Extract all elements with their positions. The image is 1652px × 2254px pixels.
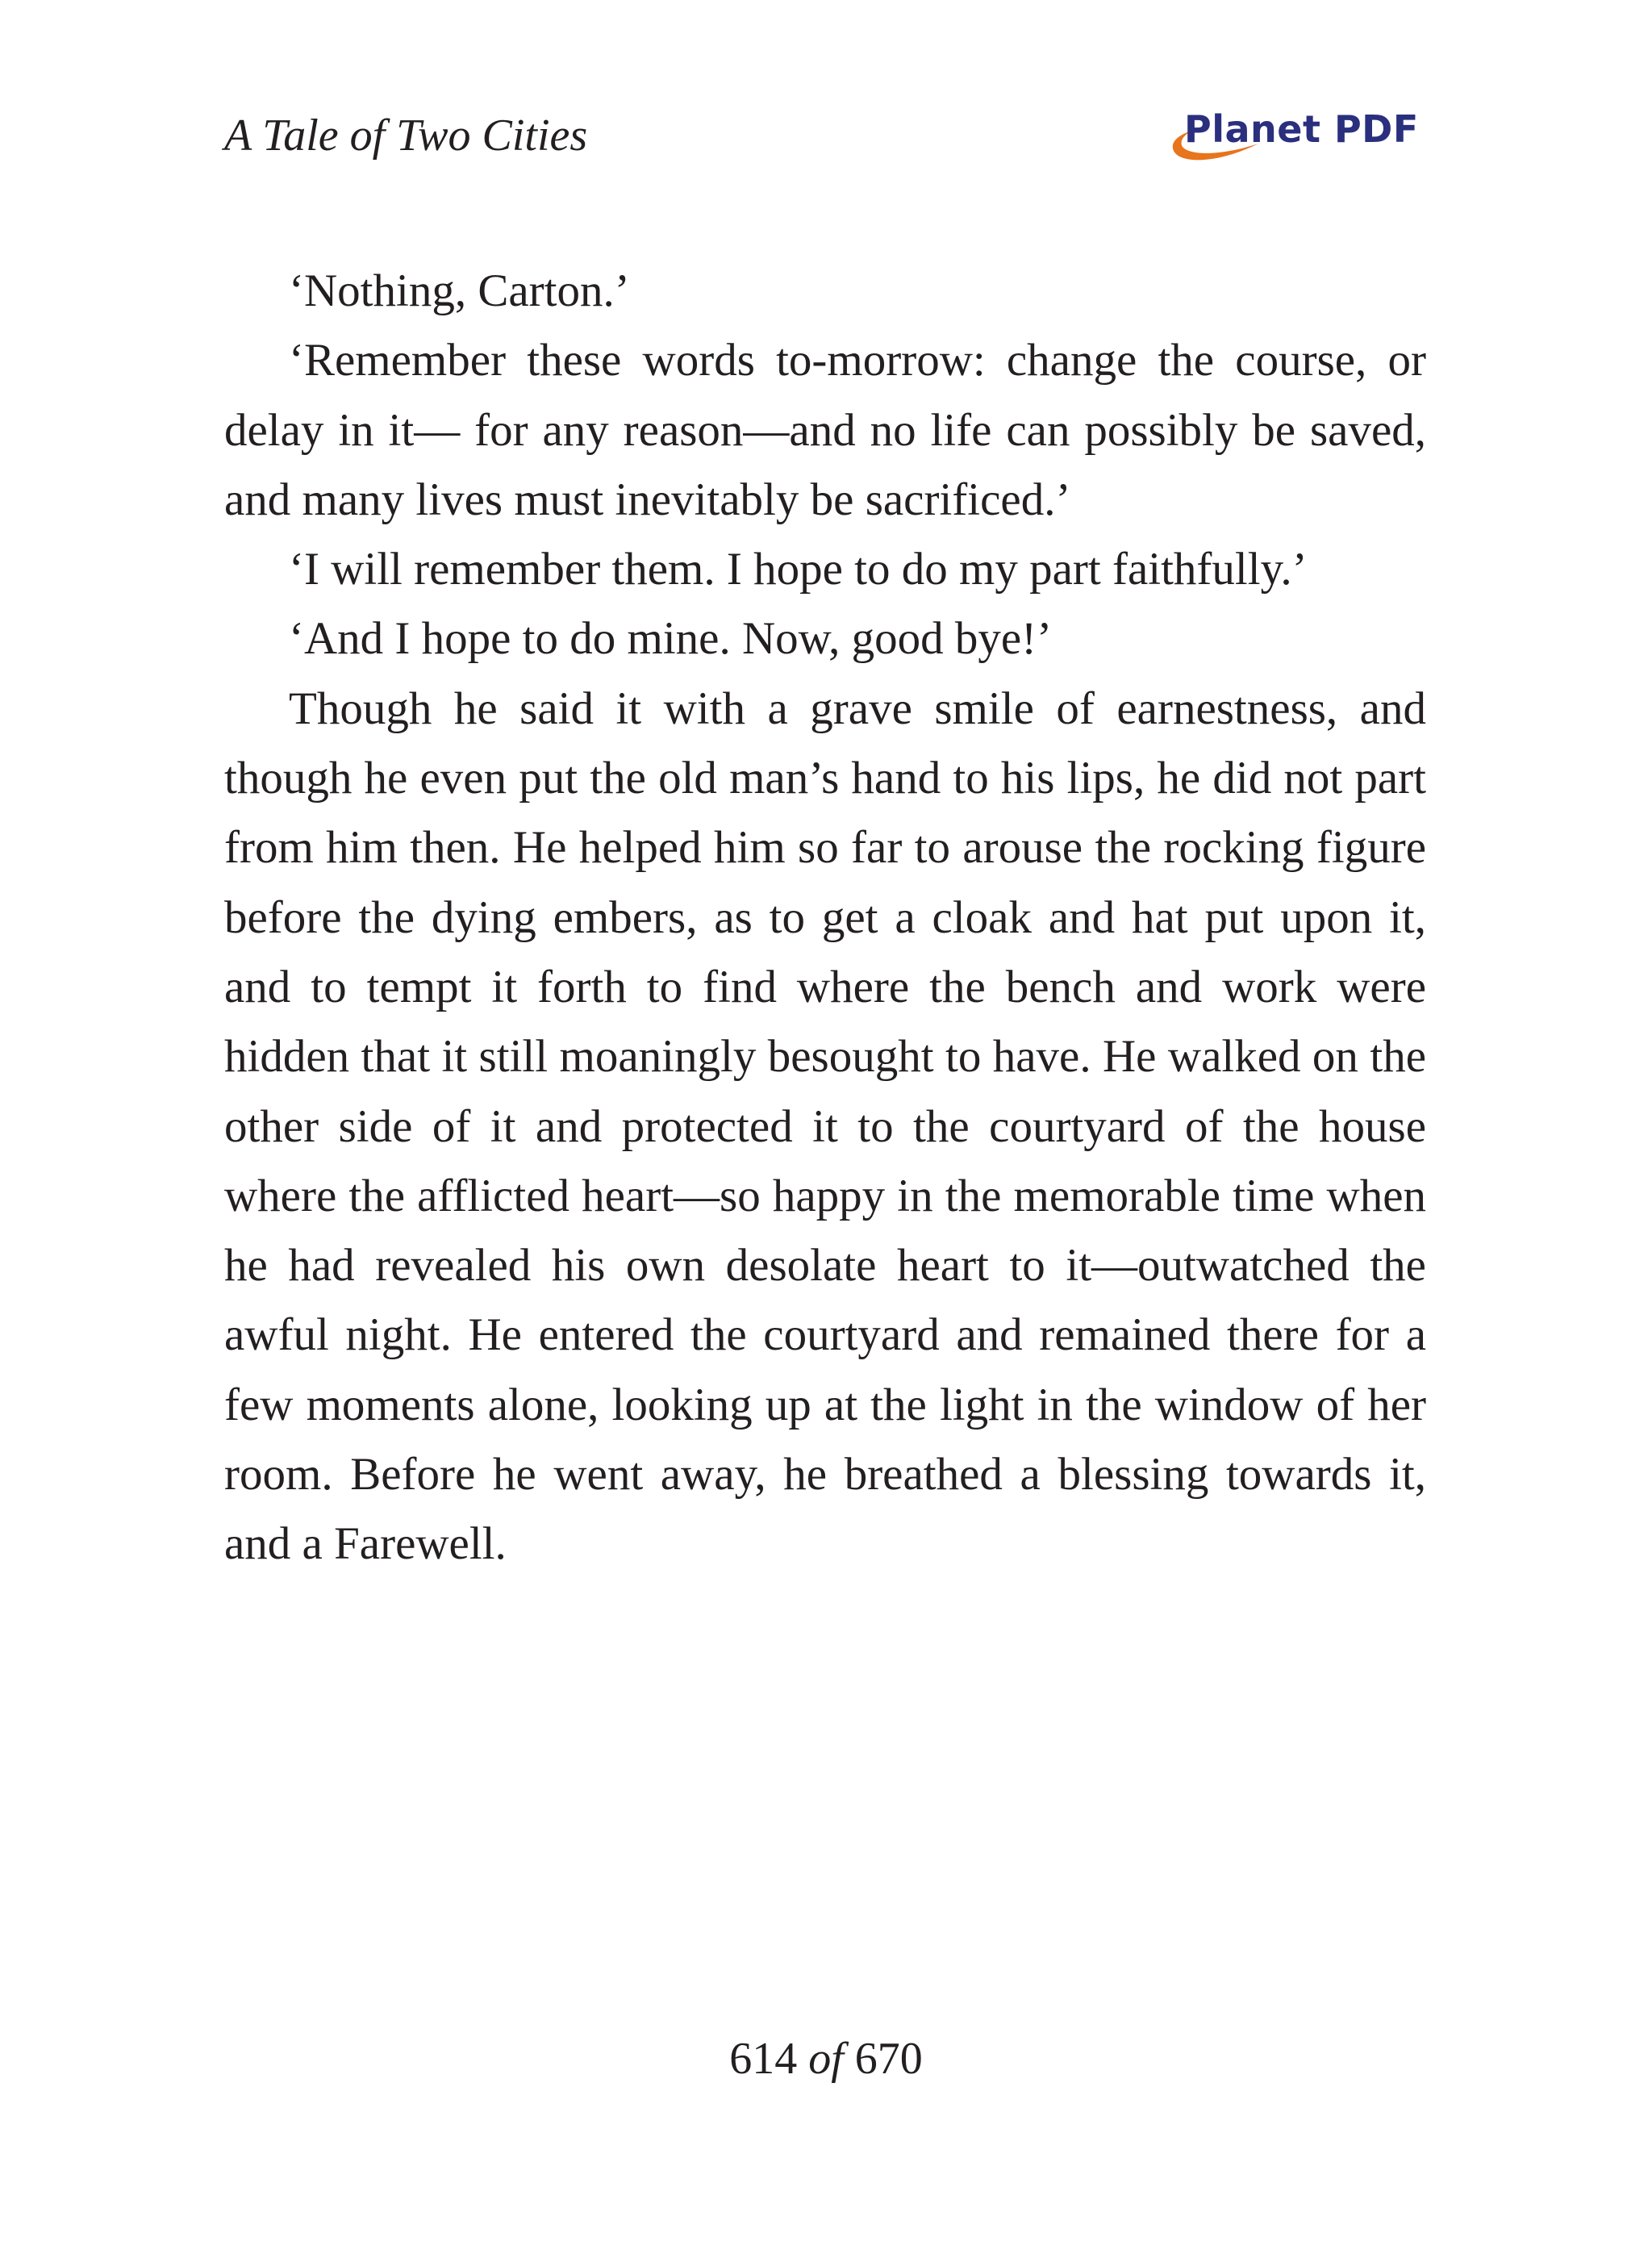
- running-title: A Tale of Two Cities: [224, 111, 588, 161]
- page-of: of: [808, 2034, 844, 2084]
- planet-pdf-logo: [1168, 102, 1434, 166]
- page-number: [0, 2027, 1652, 2091]
- paragraph: ‘I will remember them. I hope to do my part faithfully.’: [289, 544, 1308, 595]
- page-total: 670: [854, 2034, 923, 2084]
- logo-text: Planet PDF: [1184, 107, 1419, 151]
- paragraph: ‘Remember these words to-morrow: change the course, or delay in it— for any reason—and no life can possibly be saved, and many lives must inevitably be sacrificed.’: [224, 335, 1426, 525]
- paragraph: ‘And I hope to do mine. Now, good bye!’: [289, 613, 1053, 665]
- paragraph: ‘Nothing, Carton.’: [289, 265, 630, 316]
- body-text: [224, 257, 1426, 1580]
- paragraph: Though he said it with a grave smile of earnestness, and though he even put the old man’s hand to his lips, he did not part from him then. He helped him so far to arouse the rocking figure before the dying embers, as to get a cloak and hat put upon it, and to tempt it forth to find where the bench and work were hidden that it still moaningly besought to have. He walked on the other side of it and protected it to the courtyard of the house where the afflicted heart—so happy in the memorable time when he had revealed his own desolate heart to it—outwatched the awful night. He entered the courtyard and remained there for a few moments alone, looking up at the light in the window of her room. Before he went away, he breathed a blessing towards it, and a Farewell.: [224, 682, 1426, 1570]
- page-current: 614: [729, 2034, 798, 2084]
